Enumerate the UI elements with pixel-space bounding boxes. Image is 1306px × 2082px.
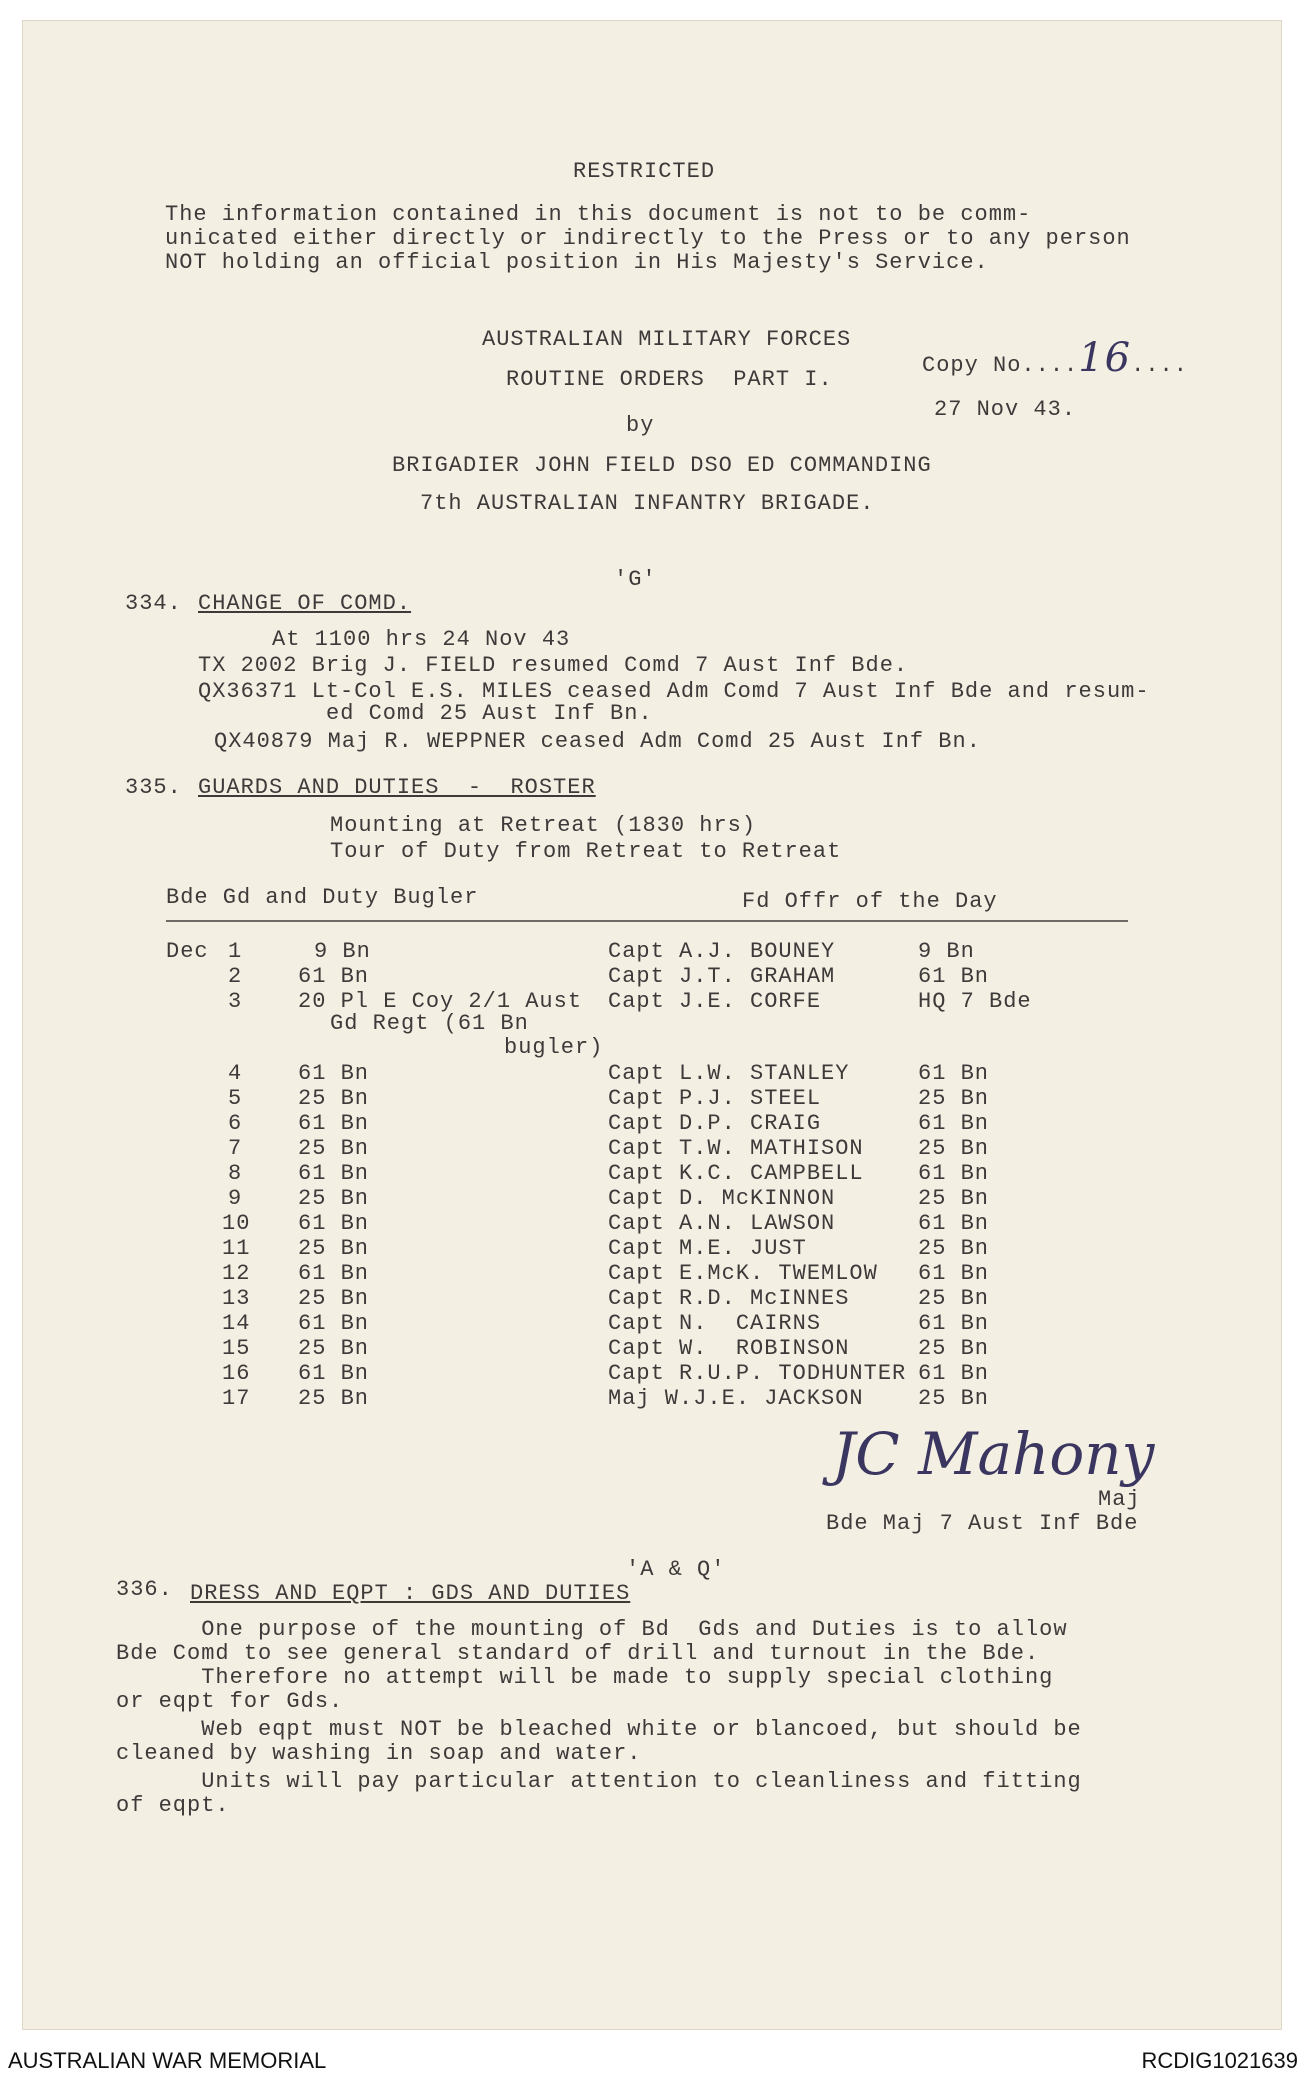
roster-officer: Capt N. CAIRNS [608,1311,822,1336]
roster-unit-continued: bugler) [504,1035,604,1060]
roster-day: 17 [222,1386,251,1411]
order-text-line: or eqpt for Gds. [116,1689,344,1714]
roster-unit: 61 Bn [298,1161,370,1186]
roster-officer-unit: 9 Bn [918,939,975,964]
roster-unit: 25 Bn [298,1236,370,1261]
roster-unit: 20 Pl E Coy 2/1 Aust [298,989,583,1014]
order-title: GUARDS AND DUTIES - ROSTER [198,775,596,800]
roster-unit: 25 Bn [298,1086,370,1111]
document-subtitle: ROUTINE ORDERS PART I. [506,367,833,392]
roster-officer-unit: 25 Bn [918,1336,990,1361]
roster-unit: 25 Bn [298,1286,370,1311]
by-label: by [626,413,655,438]
roster-unit: 61 Bn [298,1311,370,1336]
order-text-line: Units will pay particular attention to cleanliness and fitting [116,1769,1082,1794]
roster-officer-unit: 61 Bn [918,1361,990,1386]
roster-unit: 61 Bn [298,1111,370,1136]
roster-officer: Capt R.U.P. TODHUNTER [608,1361,907,1386]
warning-line: NOT holding an official position in His Majesty's Service. [165,250,989,275]
roster-officer-unit: 61 Bn [918,1111,990,1136]
roster-day: 15 [222,1336,251,1361]
order-text-line: of eqpt. [116,1793,230,1818]
roster-month: Dec [166,939,209,964]
order-text-line: QX36371 Lt-Col E.S. MILES ceased Adm Comd 7 Aust Inf Bde and resum- [198,679,1150,704]
roster-officer-unit: 61 Bn [918,1311,990,1336]
order-text-line: Mounting at Retreat (1830 hrs) [330,813,757,838]
roster-day: 16 [222,1361,251,1386]
roster-day: 11 [222,1236,251,1261]
footer-source: AUSTRALIAN WAR MEMORIAL [8,2048,327,2073]
order-text-line: One purpose of the mounting of Bd Gds and Duties is to allow [116,1617,1068,1642]
roster-officer: Capt M.E. JUST [608,1236,807,1261]
roster-header-rule [166,920,1128,922]
roster-unit: 25 Bn [298,1386,370,1411]
warning-line: unicated either directly or indirectly to the Press or to any person [165,226,1131,251]
signature: JC Mahony [832,1420,1155,1488]
order-text-line: At 1100 hrs 24 Nov 43 [272,627,571,652]
roster-day: 12 [222,1261,251,1286]
roster-day: 13 [222,1286,251,1311]
roster-officer-unit: HQ 7 Bde [918,989,1032,1014]
roster-unit: 61 Bn [298,1261,370,1286]
roster-unit: 61 Bn [298,964,370,989]
roster-officer-unit: 61 Bn [918,1211,990,1236]
order-number: 335. [125,775,182,800]
roster-day: 4 [228,1061,243,1086]
order-number: 334. [125,591,182,616]
roster-day: 5 [228,1086,243,1111]
roster-unit: 25 Bn [298,1186,370,1211]
order-text-line: Web eqpt must NOT be bleached white or blancoed, but should be [116,1717,1082,1742]
roster-column-header: Bde Gd and Duty Bugler [166,885,479,910]
roster-officer: Capt D.P. CRAIG [608,1111,822,1136]
classification-label: RESTRICTED [573,159,716,184]
roster-day: 10 [222,1211,251,1236]
copy-number-handwritten: 16 [1078,335,1132,381]
roster-officer: Capt T.W. MATHISON [608,1136,864,1161]
roster-officer: Capt L.W. STANLEY [608,1061,850,1086]
copy-number: Copy No....16.... [922,335,1188,381]
order-text-line: ed Comd 25 Aust Inf Bn. [326,701,653,726]
roster-unit-continued: Gd Regt (61 Bn [330,1011,529,1036]
roster-officer: Capt W. ROBINSON [608,1336,850,1361]
roster-officer: Capt J.E. CORFE [608,989,822,1014]
signature-appointment: Bde Maj 7 Aust Inf Bde [826,1511,1139,1536]
order-text-line: TX 2002 Brig J. FIELD resumed Comd 7 Aust Inf Bde. [198,653,909,678]
roster-officer: Capt J.T. GRAHAM [608,964,836,989]
roster-officer: Maj W.J.E. JACKSON [608,1386,864,1411]
roster-day: 3 [228,989,243,1014]
section-heading-g: 'G' [614,567,657,592]
roster-unit: 25 Bn [298,1336,370,1361]
roster-unit: 25 Bn [298,1136,370,1161]
roster-officer: Capt A.N. LAWSON [608,1211,836,1236]
section-heading-aq: 'A & Q' [626,1557,726,1582]
document-title: AUSTRALIAN MILITARY FORCES [482,327,852,352]
roster-officer: Capt D. McKINNON [608,1186,836,1211]
roster-unit: 61 Bn [298,1061,370,1086]
order-text-line: Therefore no attempt will be made to supply special clothing [116,1665,1054,1690]
order-text-line: QX40879 Maj R. WEPPNER ceased Adm Comd 25 Aust Inf Bn. [214,729,981,754]
order-title: DRESS AND EQPT : GDS AND DUTIES [190,1581,631,1606]
roster-day: 6 [228,1111,243,1136]
roster-day: 8 [228,1161,243,1186]
roster-officer: Capt R.D. McINNES [608,1286,850,1311]
order-text-line: Tour of Duty from Retreat to Retreat [330,839,842,864]
roster-day: 1 [228,939,243,964]
order-text-line: Bde Comd to see general standard of drill and turnout in the Bde. [116,1641,1040,1666]
roster-unit: 61 Bn [298,1361,370,1386]
roster-day: 14 [222,1311,251,1336]
roster-officer-unit: 61 Bn [918,1061,990,1086]
roster-officer-unit: 25 Bn [918,1286,990,1311]
roster-day: 2 [228,964,243,989]
commander-line: BRIGADIER JOHN FIELD DSO ED COMMANDING [392,453,932,478]
warning-line: The information contained in this document is not to be comm- [165,202,1032,227]
roster-officer: Capt K.C. CAMPBELL [608,1161,864,1186]
roster-day: 7 [228,1136,243,1161]
roster-officer-unit: 25 Bn [918,1386,990,1411]
roster-day: 9 [228,1186,243,1211]
roster-officer: Capt P.J. STEEL [608,1086,822,1111]
roster-officer-unit: 25 Bn [918,1236,990,1261]
roster-officer-unit: 61 Bn [918,1261,990,1286]
roster-officer-unit: 25 Bn [918,1186,990,1211]
order-number: 336. [116,1577,173,1602]
order-title: CHANGE OF COMD. [198,591,412,616]
roster-unit: 9 Bn [314,939,371,964]
roster-officer: Capt E.McK. TWEMLOW [608,1261,878,1286]
roster-officer-unit: 25 Bn [918,1086,990,1111]
roster-officer-unit: 61 Bn [918,964,990,989]
order-text-line: cleaned by washing in soap and water. [116,1741,642,1766]
formation-line: 7th AUSTRALIAN INFANTRY BRIGADE. [420,491,875,516]
roster-column-header: Fd Offr of the Day [742,889,998,914]
roster-officer-unit: 25 Bn [918,1136,990,1161]
roster-unit: 61 Bn [298,1211,370,1236]
footer-id: RCDIG1021639 [1141,2048,1298,2073]
order-date: 27 Nov 43. [934,397,1077,422]
signature-rank: Maj [1098,1487,1141,1512]
roster-officer: Capt A.J. BOUNEY [608,939,836,964]
roster-officer-unit: 61 Bn [918,1161,990,1186]
